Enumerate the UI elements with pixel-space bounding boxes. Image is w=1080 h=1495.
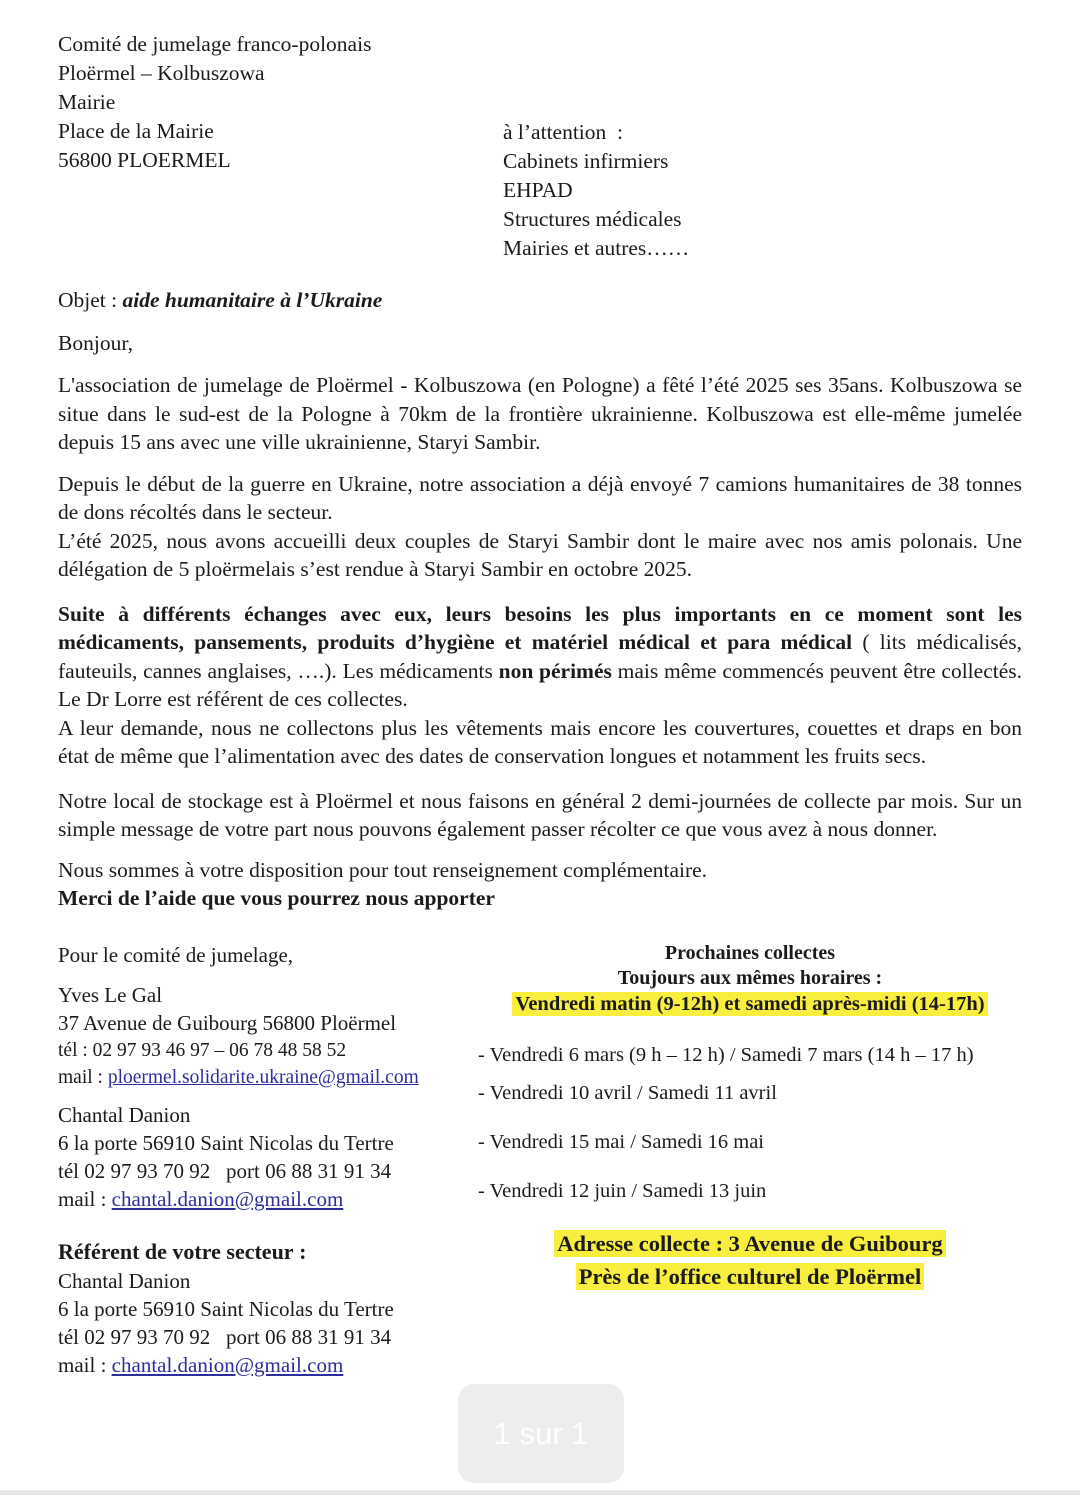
paragraph-summer-2025: L’été 2025, nous avons accueilli deux couples de Staryi Sambir dont le maire avec nos amis polonais. Une délégation de 5 ploërmelais s’est rendue à Staryi Sambir en octobre 2025. <box>58 528 1022 581</box>
collections-hours-highlighted: Vendredi matin (9-12h) et samedi après-midi (14-17h) <box>478 991 1022 1018</box>
greeting: Bonjour, <box>58 331 133 355</box>
paragraph-disposition: Nous sommes à votre disposition pour tout renseignement complémentaire. <box>58 857 708 882</box>
paragraph-association: L'association de jumelage de Ploërmel - Kolbuszowa (en Pologne) a fêté l’été 2025 ses 35ans. Kolbuszowa se situe dans le sud-est de la Pologne à 70km de la frontière ukrainienne. Kolbuszowa est elle-même jumelée depuis 15 ans avec une ville ukrainienne, Staryi Sambir. <box>58 373 1022 454</box>
email-link-chantal-danion[interactable]: chantal.danion@gmail.com <box>111 1352 344 1377</box>
recipient-line: EHPAD <box>503 178 573 202</box>
contact-name: Yves Le Gal <box>58 982 163 1007</box>
collection-dates-list <box>478 1042 1022 1205</box>
contact-name: Chantal Danion <box>58 1102 191 1127</box>
sender-line: Mairie <box>58 90 116 114</box>
letterhead <box>58 30 1022 270</box>
subject-label: Objet : <box>58 288 123 312</box>
sender-line: Place de la Mairie <box>58 119 214 143</box>
letter-footer <box>58 941 1022 1389</box>
page-indicator-toast: 1 sur 1 <box>458 1384 624 1483</box>
contact-phone: tél : 02 97 93 46 97 – 06 78 48 58 52 <box>58 1039 347 1061</box>
subject-line <box>58 286 1022 315</box>
paragraph-war-trucks: Depuis le début de la guerre en Ukraine, notre association a déjà envoyé 7 camions humanitaires de 38 tonnes de dons récoltés dans le secteur. <box>58 471 1022 524</box>
paragraph-storage: Notre local de stockage est à Ploërmel et nous faisons en général 2 demi-journées de collecte par mois. Sur un simple message de votre part nous pouvons également passer récolter ce que vous avez à nous donner. <box>58 788 1022 841</box>
collection-date-item: - Vendredi 6 mars (9 h – 12 h) / Samedi 7 mars (14 h – 17 h) <box>478 1043 974 1066</box>
referent-heading: Référent de votre secteur : <box>58 1238 307 1264</box>
sender-line: Ploërmel – Kolbuszowa <box>58 61 265 85</box>
subject-value: aide humanitaire à l’Ukraine <box>122 288 383 312</box>
contact-address: 6 la porte 56910 Saint Nicolas du Tertre <box>58 1296 394 1321</box>
contact-mail-line: mail : ploermel.solidarite.ukraine@gmail.com <box>58 1066 419 1088</box>
collection-date-item: - Vendredi 15 mai / Samedi 16 mai <box>478 1130 764 1153</box>
email-link-ploermel-solidarite[interactable]: ploermel.solidarite.ukraine@gmail.com <box>107 1066 419 1088</box>
contact-yves <box>58 981 478 1091</box>
contact-mail-line: mail : chantal.danion@gmail.com <box>58 1186 344 1211</box>
non-perimes-bold-text: non périmés <box>498 658 612 683</box>
viewer-bottom-edge <box>0 1490 1080 1495</box>
contact-address: 6 la porte 56910 Saint Nicolas du Tertre <box>58 1130 394 1155</box>
contact-chantal <box>58 1101 478 1213</box>
collection-address-line: Adresse collecte : 3 Avenue de Guibourg <box>554 1230 945 1257</box>
collections-column <box>478 941 1022 1389</box>
email-link-chantal-danion[interactable]: chantal.danion@gmail.com <box>111 1186 344 1211</box>
sender-line: Comité de jumelage franco-polonais <box>58 32 372 56</box>
collection-date-item: - Vendredi 12 juin / Samedi 13 juin <box>478 1179 767 1202</box>
contact-referent <box>58 1237 478 1379</box>
collection-address-line: Près de l’office culturel de Ploërmel <box>576 1263 925 1290</box>
signature-column <box>58 941 478 1389</box>
recipient-label: à l’attention : <box>503 120 624 144</box>
paragraph-no-clothes: A leur demande, nous ne collectons plus les vêtements mais encore les couvertures, couettes et draps en bon état de même que l’alimentation avec des dates de conservation longues et notamment les fruits secs. <box>58 715 1022 768</box>
collections-heading: Prochaines collectes <box>664 941 836 964</box>
sender-line: 56800 PLOERMEL <box>58 148 231 172</box>
signature-intro: Pour le comité de jumelage, <box>58 942 294 967</box>
recipient-line: Mairies et autres…… <box>503 236 690 260</box>
contact-address: 37 Avenue de Guibourg 56800 Ploërmel <box>58 1010 397 1035</box>
contact-phone: tél 02 97 93 70 92 port 06 88 31 91 34 <box>58 1158 392 1183</box>
recipient-line: Cabinets infirmiers <box>503 149 669 173</box>
contact-name: Chantal Danion <box>58 1268 191 1293</box>
paragraph-needs: Suite à différents échanges avec eux, leurs besoins les plus importants en ce moment sont les médicaments, pansements, produits d’hygiène et matériel médical et para médical ( lits médicalisés, fauteuils, cannes anglaises, ….). Les médicaments non périmés mais même commencés peuvent être collectés. Le Dr Lorre est référent de ces collectes. <box>58 601 1023 711</box>
contact-mail-line: mail : chantal.danion@gmail.com <box>58 1352 344 1377</box>
collection-date-item: - Vendredi 10 avril / Samedi 11 avril <box>478 1081 777 1104</box>
collection-address-highlighted <box>478 1227 1022 1293</box>
contact-phone: tél 02 97 93 70 92 port 06 88 31 91 34 <box>58 1324 392 1349</box>
recipient-address-block <box>503 118 689 263</box>
needs-bold-text: Suite à différents échanges avec eux, leurs besoins les plus importants en ce moment sont les médicaments, pansements, produits d’hygiène et matériel médical et para médical <box>58 601 1022 654</box>
paragraph-thanks: Merci de l’aide que vous pourrez nous apporter <box>58 886 495 910</box>
collections-subheading: Toujours aux mêmes horaires : <box>617 966 883 989</box>
recipient-line: Structures médicales <box>503 207 682 231</box>
